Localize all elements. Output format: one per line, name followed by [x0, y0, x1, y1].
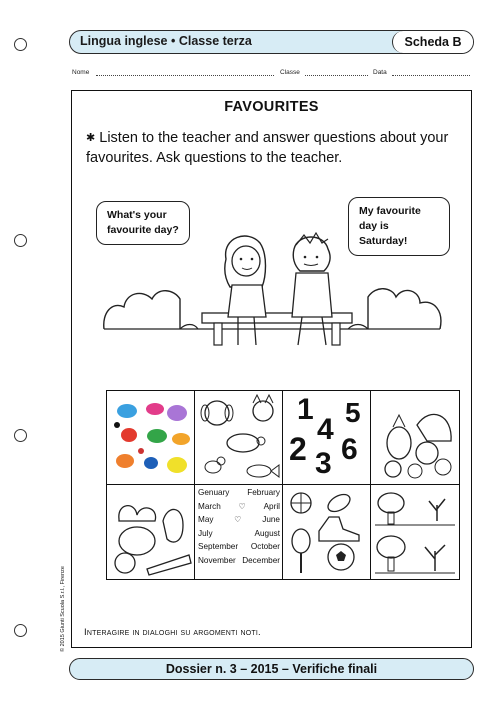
picture-grid [106, 390, 460, 580]
vegetables-cell [107, 485, 195, 579]
bullet-icon: ✱ [86, 132, 96, 144]
month: August [254, 528, 280, 538]
animals-icon [195, 391, 283, 485]
animals-cell [195, 391, 283, 485]
date-label: Data [373, 69, 387, 76]
instruction-text: Listen to the teacher and answer questions about your favourites. Ask questions to the teacher. [86, 130, 449, 166]
month: September [198, 542, 239, 552]
months-row [198, 554, 280, 568]
vegetables-icon [107, 485, 195, 579]
month: Genuary [198, 488, 230, 497]
header-bar [69, 30, 474, 54]
seasons-trees-icon [371, 485, 459, 579]
sports-cell [283, 485, 371, 579]
month: June [262, 515, 280, 525]
months-cell [195, 485, 283, 579]
class-label: Classe [280, 69, 300, 76]
objective-footnote: Interagire in dialoghi su argomenti noti. [84, 627, 261, 638]
binder-hole [14, 429, 27, 442]
months-row [198, 527, 280, 541]
month: April [263, 501, 280, 511]
instruction [86, 129, 462, 168]
number-6: 6 [341, 433, 358, 466]
name-field[interactable] [96, 75, 274, 76]
trees-cell [371, 485, 459, 579]
fruit-basket-icon [371, 391, 459, 485]
months-row [198, 500, 280, 514]
number-5: 5 [345, 397, 361, 428]
bubble-left-text: What's your favourite day? [107, 209, 179, 236]
children-on-bench-illustration [98, 227, 450, 357]
month: July [198, 528, 213, 538]
month: February [247, 488, 280, 497]
number-3: 3 [315, 447, 332, 480]
heart-icon: ♡ [238, 501, 246, 511]
header-title: Lingua inglese • Classe terza [80, 34, 252, 48]
number-2: 2 [289, 431, 307, 467]
copyright-notice: © 2015 Giunti Scuola S.r.l., Firenze [60, 566, 66, 652]
number-1: 1 [297, 393, 314, 426]
bubble-right-text: My favourite day is Saturday! [359, 205, 421, 247]
worksheet-title: FAVOURITES [224, 99, 319, 115]
months-row [198, 540, 280, 554]
footer-bar: Dossier n. 3 – 2015 – Verifiche finali [69, 658, 474, 680]
months-row [198, 486, 280, 500]
binder-hole [14, 38, 27, 51]
month: November [198, 555, 236, 565]
fruit-cell [371, 391, 459, 485]
paint-splashes-icon [107, 391, 195, 485]
class-field[interactable] [305, 75, 368, 76]
scheda-badge: Scheda B [392, 31, 473, 53]
heart-icon: ♡ [234, 515, 242, 525]
name-label: Nome [72, 69, 90, 76]
colors-cell [107, 391, 195, 485]
month: December [242, 555, 280, 565]
number-4: 4 [317, 413, 334, 446]
month: May [198, 515, 214, 525]
sports-equipment-icon [283, 485, 371, 579]
numbers-cell [283, 391, 371, 485]
months-row [198, 513, 280, 527]
date-field[interactable] [392, 75, 470, 76]
month: October [250, 542, 280, 552]
binder-hole [14, 234, 27, 247]
month: March [198, 501, 221, 511]
binder-hole [14, 624, 27, 637]
